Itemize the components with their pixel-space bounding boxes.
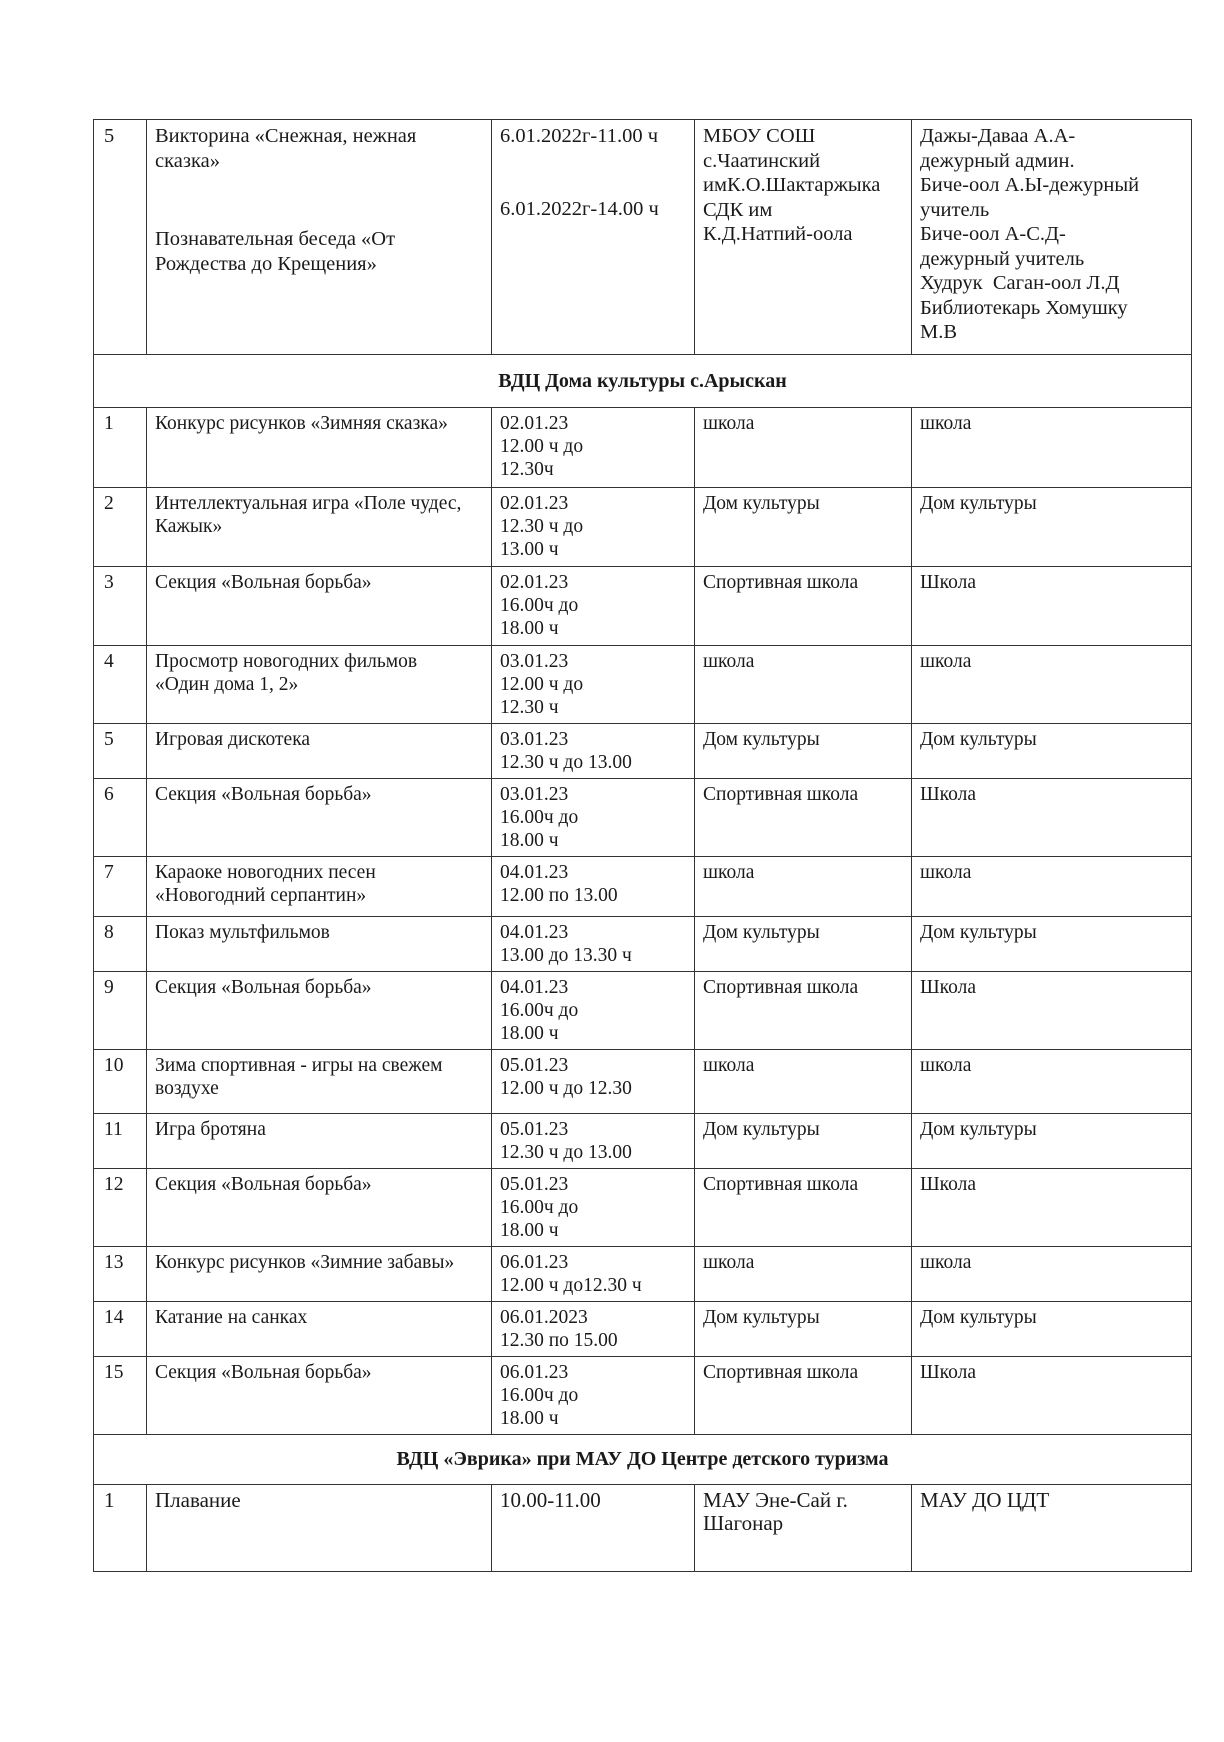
place-cell: Дом культуры [695,917,912,972]
table-row [94,646,1192,724]
place-cell: МАУ Энe-Сай г. Шагонар [695,1485,912,1572]
time-cell: 05.01.23 12.30 ч до 13.00 [492,1114,695,1169]
event-cell: Катание на санках [147,1302,492,1357]
place-cell: школа [695,1050,912,1114]
table-row [94,120,1192,355]
responsible-cell: МАУ ДО ЦДТ [912,1485,1192,1572]
responsible-cell: Дажы-Даваа А.А- дежурный админ. Биче-оол А.Ы-дежурный учитель Биче-оол А-С.Д- дежурный учитель Худрук Саган-оол Л.Д Библиотекарь Хомушку М.В [912,120,1192,355]
row-number: 13 [94,1247,147,1302]
responsible-cell: школа [912,857,1192,917]
place-cell: Спортивная школа [695,779,912,857]
section-title: ВДЦ «Эврика» при МАУ ДО Центре детского туризма [94,1435,1192,1485]
table-row [94,488,1192,567]
section-header-row [94,355,1192,408]
time-cell: 03.01.23 12.30 ч до 13.00 [492,724,695,779]
event-cell: Показ мультфильмов [147,917,492,972]
responsible-cell: Школа [912,1357,1192,1435]
time-cell: 06.01.2023 12.30 по 15.00 [492,1302,695,1357]
event-cell: Игра бротяна [147,1114,492,1169]
place-cell: Дом культуры [695,1114,912,1169]
place-cell: школа [695,408,912,488]
responsible-cell: Дом культуры [912,724,1192,779]
time-cell: 05.01.23 16.00ч до 18.00 ч [492,1169,695,1247]
place-cell: Дом культуры [695,724,912,779]
row-number: 1 [94,408,147,488]
place-cell: Дом культуры [695,488,912,567]
table-row [94,1114,1192,1169]
place-cell: Спортивная школа [695,567,912,646]
table-row [94,1050,1192,1114]
event-cell: Караоке новогодних песен «Новогодний серпантин» [147,857,492,917]
responsible-cell: школа [912,1050,1192,1114]
responsible-cell: Школа [912,567,1192,646]
place-cell: Спортивная школа [695,1357,912,1435]
time-cell: 04.01.23 16.00ч до 18.00 ч [492,972,695,1050]
time-cell: 10.00-11.00 [492,1485,695,1572]
section-title: ВДЦ Дома культуры с.Арыскан [94,355,1192,408]
row-number: 15 [94,1357,147,1435]
time-cell: 03.01.23 12.00 ч до 12.30 ч [492,646,695,724]
time-cell: 05.01.23 12.00 ч до 12.30 [492,1050,695,1114]
responsible-cell: Дом культуры [912,488,1192,567]
event-cell: Викторина «Снежная, нежная сказка» Познавательная беседа «От Рождества до Крещения» [147,120,492,355]
time-cell: 6.01.2022г-11.00 ч 6.01.2022г-14.00 ч [492,120,695,355]
row-number: 2 [94,488,147,567]
schedule-table [93,119,1192,1572]
place-cell: Спортивная школа [695,1169,912,1247]
responsible-cell: Дом культуры [912,1114,1192,1169]
table-row [94,724,1192,779]
place-cell: школа [695,1247,912,1302]
event-cell: Игровая дискотека [147,724,492,779]
responsible-cell: школа [912,646,1192,724]
event-cell: Просмотр новогодних фильмов «Один дома 1, 2» [147,646,492,724]
event-cell: Секция «Вольная борьба» [147,972,492,1050]
responsible-cell: школа [912,1247,1192,1302]
row-number: 8 [94,917,147,972]
row-number: 6 [94,779,147,857]
place-cell: Дом культуры [695,1302,912,1357]
event-cell: Плавание [147,1485,492,1572]
responsible-cell: школа [912,408,1192,488]
row-number: 10 [94,1050,147,1114]
row-number: 7 [94,857,147,917]
event-cell: Конкурс рисунков «Зимняя сказка» [147,408,492,488]
place-cell: МБОУ СОШ с.Чаатинский имК.О.Шактаржыка СДК им К.Д.Натпий-оола [695,120,912,355]
row-number: 14 [94,1302,147,1357]
table-row [94,567,1192,646]
row-number: 4 [94,646,147,724]
event-cell: Секция «Вольная борьба» [147,779,492,857]
table-row [94,1247,1192,1302]
table-row [94,917,1192,972]
event-cell: Секция «Вольная борьба» [147,567,492,646]
event-cell: Интеллектуальная игра «Поле чудес, Кажык» [147,488,492,567]
time-cell: 04.01.23 12.00 по 13.00 [492,857,695,917]
event-cell: Секция «Вольная борьба» [147,1357,492,1435]
responsible-cell: Дом культуры [912,917,1192,972]
time-cell: 06.01.23 16.00ч до 18.00 ч [492,1357,695,1435]
responsible-cell: Школа [912,1169,1192,1247]
time-cell: 02.01.23 12.00 ч до 12.30ч [492,408,695,488]
table-row [94,857,1192,917]
responsible-cell: Школа [912,972,1192,1050]
event-cell: Секция «Вольная борьба» [147,1169,492,1247]
time-cell: 06.01.23 12.00 ч до12.30 ч [492,1247,695,1302]
table-row [94,408,1192,488]
row-number: 1 [94,1485,147,1572]
event-cell: Зима спортивная - игры на свежем воздухе [147,1050,492,1114]
row-number: 9 [94,972,147,1050]
row-number: 12 [94,1169,147,1247]
place-cell: школа [695,857,912,917]
time-cell: 03.01.23 16.00ч до 18.00 ч [492,779,695,857]
row-number: 11 [94,1114,147,1169]
table-row [94,779,1192,857]
responsible-cell: Школа [912,779,1192,857]
section-header-row [94,1435,1192,1485]
time-cell: 02.01.23 12.30 ч до 13.00 ч [492,488,695,567]
table-row [94,1485,1192,1572]
time-cell: 02.01.23 16.00ч до 18.00 ч [492,567,695,646]
place-cell: школа [695,646,912,724]
time-cell: 04.01.23 13.00 до 13.30 ч [492,917,695,972]
table-row [94,1357,1192,1435]
table-row [94,1169,1192,1247]
row-number: 5 [94,724,147,779]
responsible-cell: Дом культуры [912,1302,1192,1357]
event-cell: Конкурс рисунков «Зимние забавы» [147,1247,492,1302]
table-row [94,1302,1192,1357]
place-cell: Спортивная школа [695,972,912,1050]
row-number: 5 [94,120,147,355]
row-number: 3 [94,567,147,646]
table-row [94,972,1192,1050]
